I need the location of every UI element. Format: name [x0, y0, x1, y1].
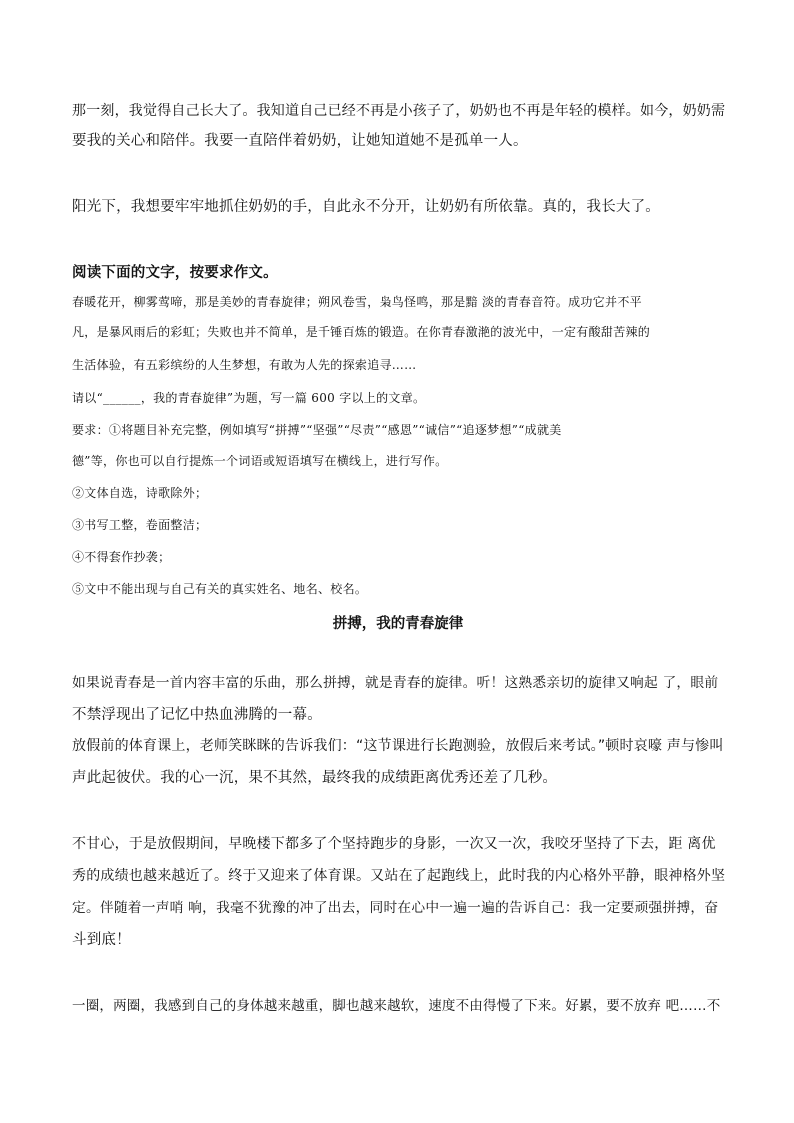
prompt-topic-line: 请以“______，我的青春旋律”为题，写一篇 600 字以上的文章。	[72, 391, 426, 405]
essay-paragraph-3-line-4: 斗到底！	[72, 932, 131, 948]
prompt-requirement-2: ②文体自选，诗歌除外；	[72, 486, 208, 500]
essay-paragraph-3-line-1: 不甘心，于是放假期间，早晚楼下都多了个坚持跑步的身影，一次又一次，我咬牙坚持了下去，距 离优	[72, 836, 716, 852]
prompt-requirement-3: ③书写工整，卷面整洁；	[72, 518, 208, 532]
prompt-requirement-5: ⑤文中不能出现与自己有关的真实姓名、地名、校名。	[72, 582, 368, 596]
essay-paragraph-2-line-1: 放假前的体育课上，老师笑眯眯的告诉我们：“这节课进行长跑测验，放假后来考试。”顿时哀嚎 声与惨叫	[72, 738, 724, 754]
intro-paragraph-2: 阳光下，我想要牢牢地抓住奶奶的手，自此永不分开，让奶奶有所依靠。真的，我长大了。	[72, 199, 660, 215]
essay-title: 拼搏，我的青春旋律	[332, 616, 464, 632]
prompt-requirement-1-cont: 德”等，你也可以自行提炼一个词语或短语填写在横线上，进行写作。	[72, 454, 448, 468]
essay-paragraph-2-line-2: 声此起彼伏。我的心一沉，果不其然，最终我的成绩距离优秀还差了几秒。	[72, 770, 558, 786]
intro-paragraph-1-line-1: 那一刻，我觉得自己长大了。我知道自己已经不再是小孩子了，奶奶也不再是年轻的模样。如今，奶奶需	[72, 103, 726, 119]
prompt-requirement-1: 要求：①将题目补充完整，例如填写“拼搏”“坚强”“尽责”“感恩”“诚信”“追逐梦想”“成就美	[72, 423, 562, 437]
prompt-line-2: 凡，是暴风雨后的彩虹；失败也并不简单，是千锤百炼的锻造。在你青春激滟的波光中，一定有酸甜苦辣的	[72, 325, 651, 339]
essay-paragraph-3-line-2: 秀的成绩也越来越近了。终于又迎来了体育课。又站在了起跑线上，此时我的内心格外平静，眼神格外坚	[72, 868, 726, 884]
essay-paragraph-4-line-1: 一圈，两圈，我感到自己的身体越来越重，脚也越来越软，速度不由得慢了下来。好累，要不放弃 吧……不	[72, 998, 721, 1014]
prompt-line-3: 生活体验，有五彩缤纷的人生梦想，有敢为人先的探索追寻……	[72, 358, 417, 372]
essay-paragraph-1-line-2: 不禁浮现出了记忆中热血沸腾的一幕。	[72, 707, 322, 723]
prompt-requirement-4: ④不得套作抄袭；	[72, 550, 171, 564]
intro-paragraph-1-line-2: 要我的关心和陪伴。我要一直陪伴着奶奶，让她知道她不是孤单一人。	[72, 133, 528, 149]
prompt-line-1: 春暖花开，柳雾莺啼，那是美妙的青春旋律；朔风卷雪，枭鸟怪鸣，那是黯 淡的青春音符。成功它并不平	[72, 295, 642, 309]
prompt-heading: 阅读下面的文字，按要求作文。	[72, 265, 278, 281]
essay-paragraph-1-line-1: 如果说青春是一首内容丰富的乐曲，那么拼搏，就是青春的旋律。听！这熟悉亲切的旋律又响起 了，眼前	[72, 675, 719, 691]
essay-paragraph-3-line-3: 定。伴随着一声哨 响，我毫不犹豫的冲了出去，同时在心中一遍一遍的告诉自己：我一定要顽强拼搏，奋	[72, 900, 719, 916]
